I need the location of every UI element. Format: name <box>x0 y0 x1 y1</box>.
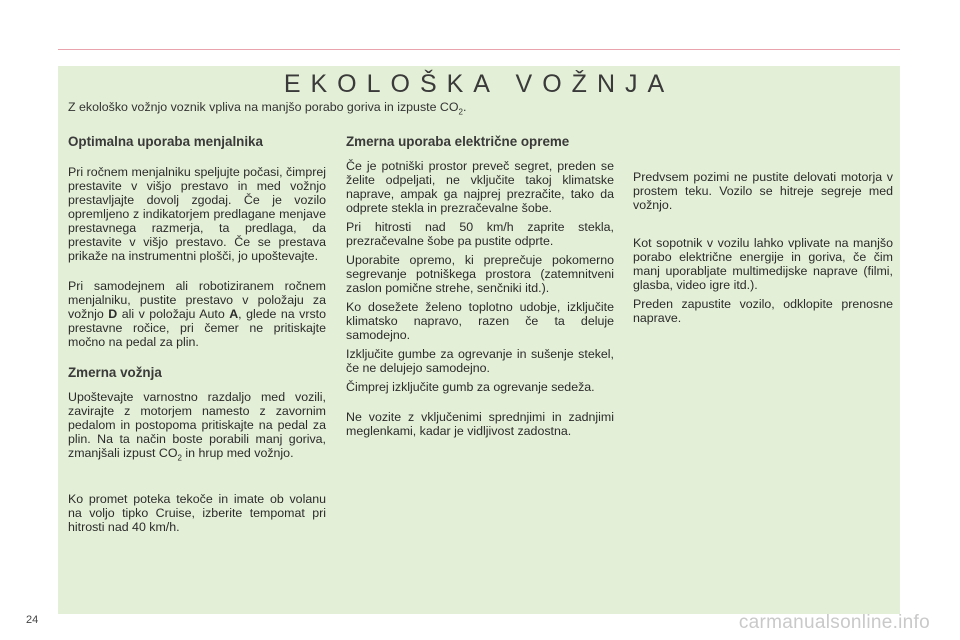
heading-electrical-equipment: Zmerna uporaba električne opreme <box>346 134 570 149</box>
text-segment: Upoštevajte varnostno razdaljo med vozili, zavirajte z motorjem namesto z zavornim pedalom in postopoma pritiskajte na pedal za plin. Na ta način boste porabili manj goriva, zmanjšali izpust CO <box>68 390 326 460</box>
column-right <box>633 170 893 325</box>
column-middle <box>346 134 614 438</box>
top-divider <box>58 49 900 50</box>
heading-gearbox: Optimalna uporaba menjalnika <box>68 134 263 149</box>
text-segment: Pri samodejnem ali robotiziranem ročnem menjalniku, pustite prestavo v položaju za vožnjo <box>68 279 326 321</box>
paragraph-safe-distance <box>68 390 326 463</box>
intro-subscript: 2 <box>458 107 463 117</box>
intro-end: . <box>462 100 467 114</box>
paragraph-ventilation: Če je potniški prostor preveč segret, preden se želite odpeljati, ne vključite takoj klimatske naprave, ampak ga najprej prezračite, tako da odprete stekla in prezračevalne šobe. <box>346 159 614 215</box>
page-number: 24 <box>26 614 39 626</box>
intro-main: Z ekološko vožnjo voznik vpliva na manjšo porabo goriva in izpuste CO <box>68 100 459 114</box>
paragraph-cruise-control: Ko promet poteka tekoče in imate ob volanu na voljo tipko Cruise, izberite tempomat pri hitrosti nad 40 km/h. <box>68 492 326 534</box>
paragraph-seat-heating: Čimprej izključite gumb za ogrevanje sedeža. <box>346 380 595 394</box>
paragraph-portable-devices: Preden zapustite vozilo, odklopite prenosne naprave. <box>633 297 893 325</box>
watermark: carmanualsonline.info <box>738 612 930 633</box>
gear-a: A <box>229 307 239 321</box>
paragraph-fog-lights: Ne vozite z vključenimi sprednjimi in zadnjimi meglenkami, kadar je vidljivost zadostna. <box>346 410 614 438</box>
paragraph-air-conditioning: Ko dosežete želeno toplotno udobje, izključite klimatsko napravo, razen če ta deluje samodejno. <box>346 300 614 342</box>
paragraph-defrost: Izključite gumbe za ogrevanje in sušenje stekel, če ne delujejo samodejno. <box>346 347 614 375</box>
paragraph-windows-speed: Pri hitrosti nad 50 km/h zaprite stekla, prezračevalne šobe pa pustite odprte. <box>346 220 614 248</box>
paragraph-idle-engine: Predvsem pozimi ne pustite delovati motorja v prostem teku. Vozilo se hitreje segreje med vožnjo. <box>633 170 893 212</box>
text-segment: ali v položaju Auto <box>117 307 230 321</box>
co2-subscript: 2 <box>177 453 182 463</box>
gear-d: D <box>108 307 118 321</box>
page-title: EKOLOŠKA VOŽNJA <box>283 70 675 98</box>
paragraph-automatic-gearbox <box>68 279 326 349</box>
paragraph-manual-gearbox: Pri ročnem menjalniku speljujte počasi, čimprej prestavite v višjo prestavo in med vožnjo prestavljajte dovolj zgodaj. Če je vozilo opremljeno z indikatorjem predlagane menjave prestavnega razmerja, ta predlaga, da prestavite v višjo prestavo. Če se prestava prikaže na instrumentni plošči, jo upoštevajte. <box>68 165 326 263</box>
column-left <box>68 134 326 534</box>
text-segment: in hrup med vožnjo. <box>181 446 294 460</box>
paragraph-heat-protection: Uporabite opremo, ki preprečuje pokomerno segrevanje potniškega prostora (zatemnitveni zaslon pomične strehe, senčniki itd.). <box>346 253 614 295</box>
intro-text <box>68 100 466 116</box>
heading-moderate-driving: Zmerna vožnja <box>68 365 162 380</box>
paragraph-multimedia: Kot sopotnik v vozilu lahko vplivate na manjšo porabo električne energije in goriva, če čim manj uporabljate multimedijske naprave (filmi, glasba, video igre itd.). <box>633 236 893 292</box>
text-segment: , glede na vrsto prestavne ročice, pri čemer ne pritiskajte močno na pedal za plin. <box>68 307 326 349</box>
